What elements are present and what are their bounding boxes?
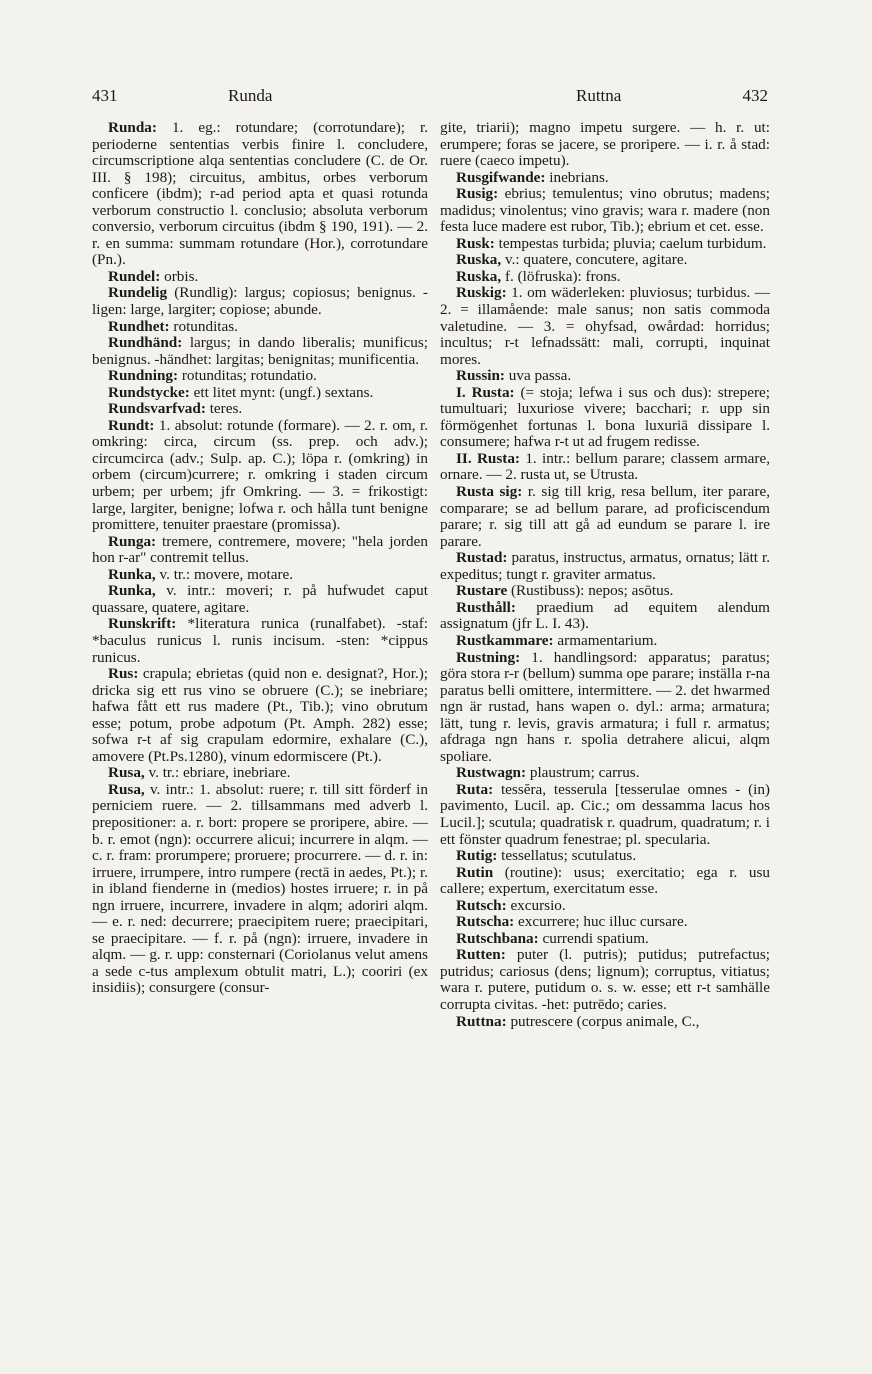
entry-headword: Rundsvarfvad:	[108, 400, 206, 418]
entry-headword: Ruska,	[456, 267, 502, 285]
dictionary-entry	[440, 765, 770, 782]
dictionary-entry	[440, 931, 770, 948]
entry-definition: 1. intr.: bellum parare; classem armare, ornare. — 2. rusta ut, se Utrusta.	[440, 449, 770, 484]
entry-headword: Runskrift:	[108, 615, 177, 633]
entry-headword: Rusa,	[108, 764, 145, 782]
dictionary-entry	[440, 947, 770, 1013]
entry-headword: Rutsch:	[456, 896, 507, 914]
entry-definition: excursio.	[506, 896, 566, 914]
page-header	[92, 86, 768, 110]
dictionary-entry	[440, 550, 770, 583]
entry-definition: gite, triarii); magno impetu surgere. — h. r. ut: erumpere; foras se jacere, se proripere. — i. r. å stad: ruere (caeco impetu).	[440, 119, 770, 170]
entry-headword: Rundhet:	[108, 317, 170, 335]
dictionary-entry	[440, 583, 770, 600]
entry-headword: Runka,	[108, 565, 156, 583]
entry-definition: inebrians.	[545, 168, 609, 186]
entry-headword: Rutschbana:	[456, 929, 539, 947]
entry-definition: (Rundlig): largus; copiosus; benignus. -ligen: large, largiter; copiose; abunde.	[92, 284, 428, 319]
entry-headword: Rustad:	[456, 549, 508, 567]
dictionary-entry	[440, 170, 770, 187]
dictionary-entry	[440, 285, 770, 368]
dictionary-entry	[440, 633, 770, 650]
entry-definition: tessĕra, tesserula [tesserulae omnes - (in) pavimento, Lucil. ap. Cic.; om dessamma lacus hos Lucil.]; scutula; quadratisk r. quadrum, quadratum; r. i ett fönster quadrum fenestrae; pl. specularia.	[440, 780, 770, 848]
entry-definition: v. tr.: movere, motare.	[155, 565, 294, 583]
entry-definition: puter (l. putris); putidus; putrefactus; putridus; cariosus (dens; lignum); corruptus, vitiatus; wara r. putere, putidum o. s. w. esse; ett r-t samhälle corrupta civitas. -het: putrēdo; caries.	[440, 946, 770, 1013]
entry-definition: largus; in dando liberalis; munificus; benignus. -händhet: largitas; benignitas; munificentia.	[92, 334, 428, 368]
dictionary-entry	[440, 252, 770, 269]
left-column	[92, 120, 428, 997]
dictionary-entry	[440, 898, 770, 915]
entry-definition: currendi spatium.	[538, 929, 649, 947]
entry-definition: (Rustibuss): nepos; asōtus.	[507, 582, 674, 600]
entry-definition: f. (löfruska): frons.	[501, 267, 621, 285]
entry-headword: Rundt:	[108, 416, 155, 434]
dictionary-entry	[440, 600, 770, 633]
dictionary-entry	[440, 848, 770, 865]
dictionary-entry	[92, 368, 428, 385]
entry-definition: tessellatus; scutulatus.	[497, 847, 637, 865]
entry-headword: Ruta:	[456, 780, 494, 798]
dictionary-entry	[92, 567, 428, 584]
page-number-left: 431	[92, 86, 118, 105]
entry-headword: Rusta sig:	[456, 483, 523, 501]
entry-headword: Rutin	[456, 863, 494, 881]
entry-definition: v. tr.: ebriare, inebriare.	[144, 764, 291, 782]
entry-definition: putrescere (corpus animale, C.,	[506, 1012, 700, 1030]
dictionary-entry	[440, 368, 770, 385]
dictionary-entry	[92, 319, 428, 336]
entry-definition: teres.	[205, 400, 243, 418]
dictionary-entry	[440, 186, 770, 236]
entry-headword: Rusa,	[108, 780, 145, 798]
entry-definition: paratus, instructus, armatus, ornatus; lätt r. expeditus; tungt r. graviter armatus.	[440, 549, 770, 583]
entry-headword: Rusthåll:	[456, 598, 516, 616]
dictionary-entry	[440, 484, 770, 550]
entry-headword: Rusk:	[456, 234, 495, 252]
dictionary-entry	[440, 236, 770, 253]
dictionary-entry	[440, 269, 770, 286]
dictionary-entry	[440, 650, 770, 766]
entry-definition: v.: quatere, concutere, agitare.	[501, 251, 688, 269]
entry-headword: Rusig:	[456, 185, 499, 203]
entry-headword: Rustwagn:	[456, 764, 527, 782]
entry-definition: praedium ad equitem alendum assignatum (jfr L. I. 43).	[440, 598, 770, 633]
entry-definition: 1. handlingsord: apparatus; paratus; göra stora r-r (bellum) summa ope parare; inställa r-na paratus belli omittere, intermittere. — 2. det hwarmed ngn är rustad, hans wapen o. dyl.: arma; armatura; lätt, tung r. levis, gravis armatura; i full r. armatus; afdraga ngn hans r. spolia detrahere alicui, alqm spoliare.	[440, 648, 771, 765]
dictionary-entry	[92, 782, 428, 997]
entry-definition: uva passa.	[504, 367, 572, 385]
entry-headword: Ruska,	[456, 251, 502, 269]
entry-definition: orbis.	[160, 267, 199, 285]
dictionary-entry	[92, 269, 428, 286]
entry-headword: Rutig:	[456, 847, 498, 865]
dictionary-entry	[92, 616, 428, 666]
entry-headword: Russin:	[456, 367, 505, 385]
entry-definition: rotunditas; rotundatio.	[178, 367, 317, 385]
dictionary-entry	[440, 451, 770, 484]
entry-headword: II. Rusta:	[456, 449, 520, 467]
entry-definition: crapula; ebrietas (quid non e. designat?, Hor.); dricka sig ett rus vino se obruere (C.); se inebriare; hafwa fått ett rus madere (Pt., Tib.); vino obrutum esse; potum, probe adpotum (Pt. Amph. 282) esse; sofwa r-t af sig crapulam edormire, exhalare (C.), amovere (Pt.Ps.1280), vinum edormiscere (Pt.).	[92, 665, 428, 765]
entry-definition: *literatura runica (runalfabet). -staf: *baculus runicus l. runis incisum. -sten: *cippus runicus.	[92, 615, 428, 666]
dictionary-entry	[92, 534, 428, 567]
entry-headword: Ruskig:	[456, 284, 507, 302]
entry-headword: Rundstycke:	[108, 383, 190, 401]
entry-definition: v. intr.: 1. absolut: ruere; r. till sitt förderf in perniciem ruere. — 2. tillsammans med adverb l. prepositioner: a. r. bort: propere se proripere, abire. — b. r. emot (ngn): occurrere alicui; incurrere in alqm. — c. r. fram: prorumpere; proruere; procurrere. — d. r. in: irruere, irrumpere, intro rumpere (rectā in aedes, Pt.); r. in ibland fienderne in (medios) hostes irruere; r. in på ngn irruere, incurrere, invadere in alqm; adoriri alqm. — e. r. ned: decurrere; praecipitem ruere; praecipitari, se praecipitare. — f. r. på (ngn): irruere, invadere in alqm. — g. r. upp: consternari (Coriolanus velut amens a sede c-tus amplexum obtulit matri, L.); cooriri (ex insidiis); consurgere (consur-	[92, 780, 428, 997]
entry-headword: Rundelig	[108, 284, 168, 302]
dictionary-entry	[440, 385, 770, 451]
dictionary-entry	[92, 418, 428, 534]
entry-headword: Rutten:	[456, 946, 506, 964]
entry-definition: excurrere; huc illuc cursare.	[514, 913, 688, 931]
dictionary-entry	[440, 865, 770, 898]
entry-headword: Rutscha:	[456, 913, 515, 931]
entry-headword: Runka,	[108, 582, 156, 600]
dictionary-entry	[440, 782, 770, 848]
entry-definition: rotunditas.	[169, 317, 238, 335]
entry-headword: Rustkammare:	[456, 631, 554, 649]
entry-headword: Rus:	[108, 665, 139, 683]
entry-definition: r. sig till krig, resa bellum, iter parare, comparare; se ad bellum parare, ad proficiscendum parare; r. sig till att gå ad eundum se parare l. ire parare.	[440, 483, 770, 550]
entry-headword: Rundel:	[108, 267, 161, 285]
entry-definition: tempestas turbida; pluvia; caelum turbidum.	[494, 234, 767, 252]
dictionary-entry	[440, 120, 770, 170]
entry-headword: Runga:	[108, 532, 157, 550]
dictionary-entry	[92, 385, 428, 402]
entry-definition: armamentarium.	[553, 631, 658, 649]
entry-definition: tremere, contremere, movere; "hela jorden hon r-ar" contremit tellus.	[92, 532, 428, 567]
dictionary-entry	[92, 666, 428, 765]
running-head-right: Ruttna	[576, 86, 622, 105]
dictionary-entry	[92, 285, 428, 318]
dictionary-entry	[92, 401, 428, 418]
running-head-left: Runda	[228, 86, 273, 105]
entry-headword: Rusgifwande:	[456, 168, 546, 186]
dictionary-entry	[92, 120, 428, 269]
dictionary-entry	[440, 1014, 770, 1031]
dictionary-entry	[92, 765, 428, 782]
entry-definition: 1. absolut: rotunde (formare). — 2. r. om, r. omkring: circa, circum (ss. prep. och adv.); circumcirca (adv.; Sulp. ap. C.); löpa r. (omkring) in orbem (circum)currere; r. omkring i staden circum urbem; per urbem; jfr Omkring. — 3. = frikostigt: large, largiter, benigne; lofwa r. och hålla tunt benigne promittere, tenuiter praestare (promissa).	[92, 416, 428, 534]
dictionary-entry	[92, 335, 428, 368]
right-column	[440, 120, 770, 1030]
dictionary-entry	[440, 914, 770, 931]
entry-definition: ett litet mynt: (ungf.) sextans.	[189, 383, 374, 401]
entry-headword: Runda:	[108, 119, 157, 136]
entry-headword: Rustare	[456, 582, 508, 600]
entry-definition: (routine): usus; exercitatio; ega r. usu callere; expertum, exercitatum esse.	[440, 863, 770, 898]
entry-definition: v. intr.: moveri; r. på hufwudet caput quassare, quatere, agitare.	[92, 582, 428, 616]
entry-headword: Rustning:	[456, 648, 521, 666]
entry-headword: Rundhänd:	[108, 334, 183, 352]
page-number-right: 432	[742, 86, 768, 105]
entry-headword: I. Rusta:	[456, 383, 515, 401]
entry-definition: ebrius; temulentus; vino obrutus; madens; madidus; vinolentus; vino gravis; wara r. madere (non festa luce madere est rubor, Tib.); ebrium et cet. esse.	[440, 185, 770, 236]
entry-definition: 1. eg.: rotundare; (corrotundare); r. perioderne sententias verbis finire l. concludere, circumscriptione alqa sententias concludere (C. de Or. III. § 198); circuitus, ambitus, orbes verborum conficere (ibdm); r-ad period apta et quasi rotunda verborum constructio l. conclusio; absoluta verborum conversio, verborum circuitus (ibdm § 190, 191). — 2. r. en summa: summam rotundare (Hor.), corrotundare (Pn.).	[92, 119, 428, 269]
entry-definition: plaustrum; carrus.	[526, 764, 640, 782]
entry-headword: Ruttna:	[456, 1012, 507, 1030]
entry-definition: (= stoja; lefwa i sus och dus): strepere; tumultuari; luxuriose vivere; bacchari; r. upp sin förmögenhet fortunas l. bona luxuriā dissipare l. consumere; hafwa r-t ut ad frugem redisse.	[440, 383, 770, 451]
entry-headword: Rundning:	[108, 367, 179, 385]
entry-definition: 1. om wäderleken: pluviosus; turbidus. — 2. = illamående: male sanus; non satis commoda valetudine. — 3. = ohyfsad, owårdad: horridus; incultus; r-t lefnadssätt: mali, corrupti, inquinat mores.	[440, 284, 770, 368]
dictionary-entry	[92, 583, 428, 616]
